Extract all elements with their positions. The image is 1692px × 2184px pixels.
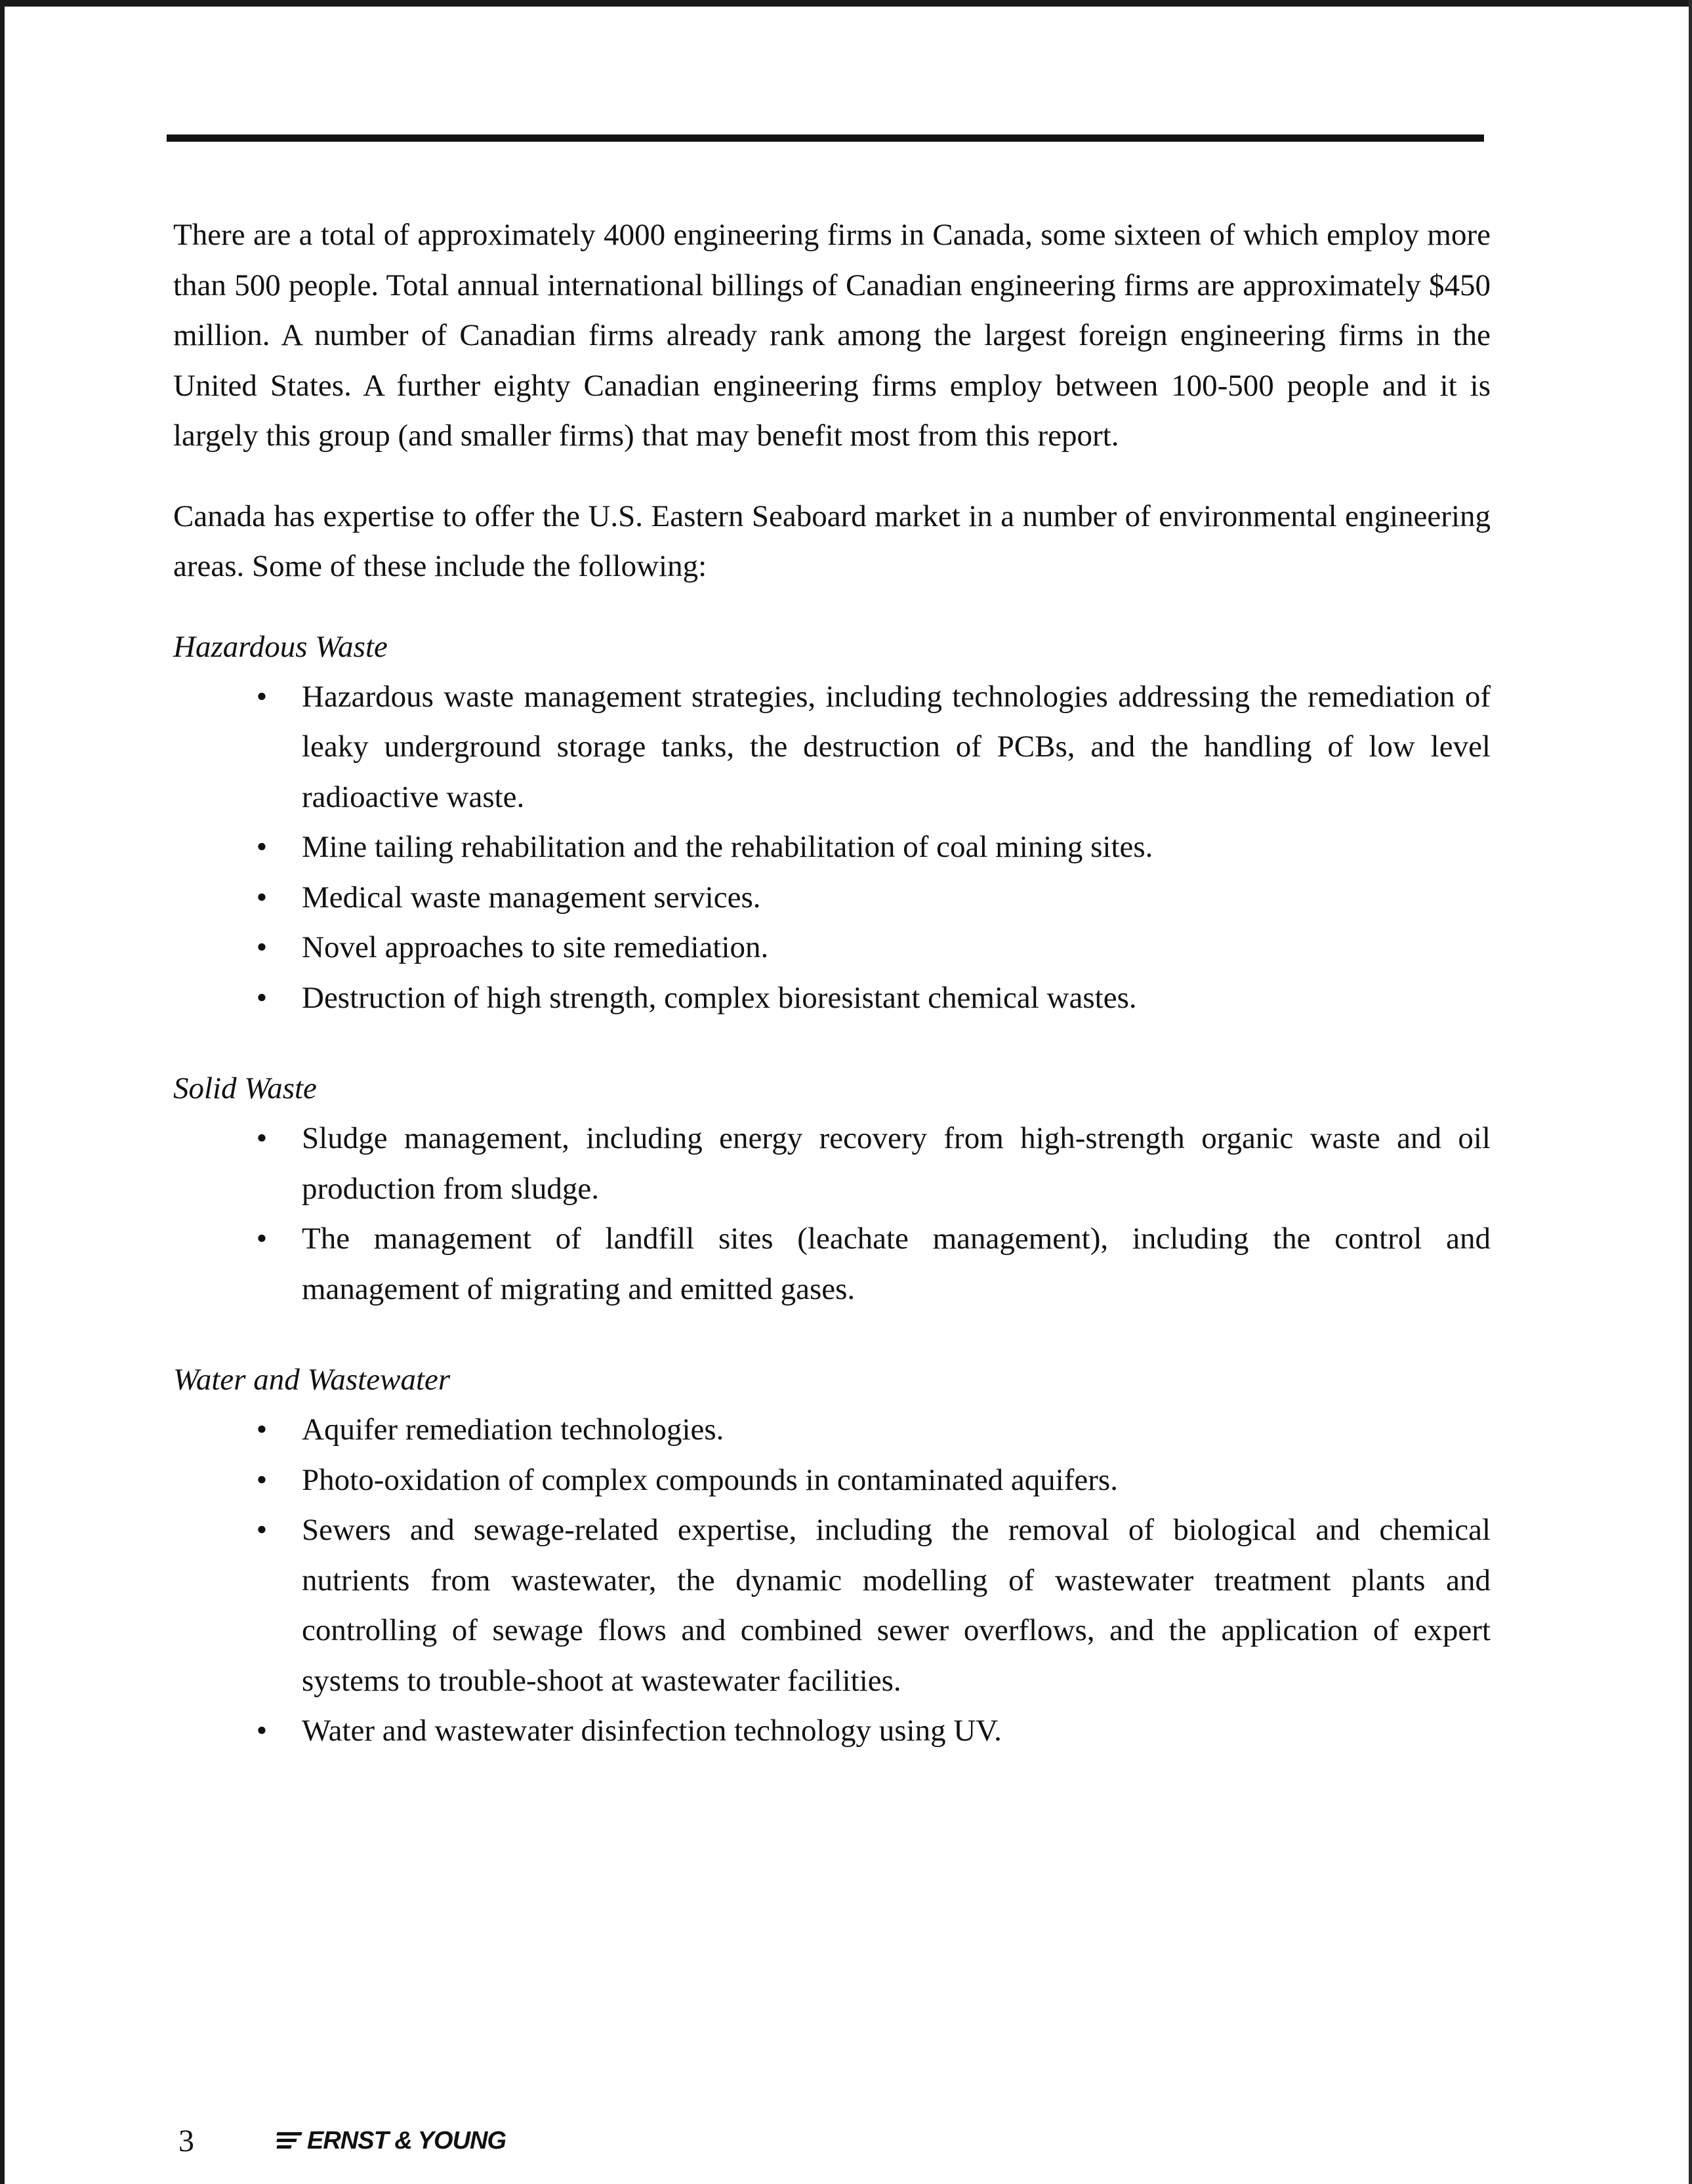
list-item (173, 873, 1491, 923)
list-item (173, 1113, 1491, 1214)
bullet-icon: • (256, 1121, 268, 1155)
section-heading-water-and-wastewater: Water and Wastewater (173, 1363, 451, 1397)
bullet-icon: • (256, 1222, 268, 1256)
solid-waste-list (173, 1113, 1491, 1314)
expertise-paragraph: Canada has expertise to offer the U.S. Eastern Seaboard market in a number of environmental engineering areas. Some of these include the following: (173, 499, 1491, 583)
scan-right-edge (1689, 0, 1692, 2184)
page-footer (178, 2118, 506, 2164)
bullet-icon: • (256, 930, 268, 964)
list-item (173, 822, 1491, 873)
intro-paragraph: There are a total of approximately 4000 engineering firms in Canada, some sixteen of which employ more than 500 people. Total annual international billings of Canadian engineering firms are approximately $450 million. A number of Canadian firms already rank among the largest foreign engineering firms in the United States. A further eighty Canadian engineering firms employ between 100-500 people and it is largely this group (and smaller firms) that may benefit most from this report. (173, 218, 1491, 453)
list-item-text: Photo-oxidation of complex compounds in contaminated aquifers. (302, 1462, 1118, 1497)
bullet-icon: • (256, 830, 268, 864)
list-item-text: The management of landfill sites (leachate management), including the control and management of migrating and emitted gases. (302, 1222, 1491, 1306)
list-item (173, 672, 1491, 823)
list-item-text: Destruction of high strength, complex bioresistant chemical wastes. (302, 980, 1137, 1015)
bullet-icon: • (256, 1714, 268, 1748)
list-item-text: Novel approaches to site remediation. (302, 930, 769, 964)
page-number: 3 (178, 2123, 194, 2158)
list-item-text: Hazardous waste management strategies, including technologies addressing the remediation of leaky underground storage tanks, the destruction of PCBs, and the handling of low level radioactive waste. (302, 679, 1491, 814)
hazardous-waste-list (173, 672, 1491, 1023)
section-heading-hazardous-waste: Hazardous Waste (173, 629, 388, 664)
list-item-text: Sludge management, including energy recovery from high-strength organic waste and oil production from sludge. (302, 1121, 1491, 1206)
list-item (173, 1214, 1491, 1314)
list-item (173, 1505, 1491, 1706)
list-item-text: Medical waste management services. (302, 880, 761, 915)
water-and-wastewater-list (173, 1405, 1491, 1756)
list-item-text: Water and wastewater disinfection technology using UV. (302, 1714, 1002, 1748)
bullet-icon: • (256, 980, 268, 1015)
list-item-text: Sewers and sewage-related expertise, including the removal of biological and chemical nutrients from wastewater, the dynamic modelling of wastewater treatment plants and controlling of sewage flows and combined sewer overflows, and the application of expert systems to trouble-shoot at wastewater facilities. (302, 1513, 1491, 1698)
section-heading-solid-waste: Solid Waste (173, 1071, 317, 1105)
list-item (173, 922, 1491, 973)
bullet-icon: • (256, 1462, 268, 1497)
list-item (173, 1405, 1491, 1455)
bullet-icon: • (256, 880, 268, 915)
list-item-text: Aquifer remediation technologies. (302, 1412, 724, 1447)
list-item (173, 973, 1491, 1023)
scan-left-edge (0, 0, 5, 2184)
ernst-young-mark-icon (277, 2131, 304, 2151)
scan-top-edge (0, 0, 1692, 7)
list-item-text: Mine tailing rehabilitation and the rehabilitation of coal mining sites. (302, 830, 1153, 864)
bullet-icon: • (256, 1412, 268, 1447)
header-rule (167, 134, 1484, 142)
list-item (173, 1706, 1491, 1756)
ernst-young-logo (277, 2127, 506, 2155)
bullet-icon: • (256, 679, 268, 714)
list-item (173, 1455, 1491, 1506)
bullet-icon: • (256, 1513, 268, 1547)
page-content (173, 210, 1491, 1797)
logo-wordmark: ERNST & YOUNG (307, 2126, 506, 2154)
